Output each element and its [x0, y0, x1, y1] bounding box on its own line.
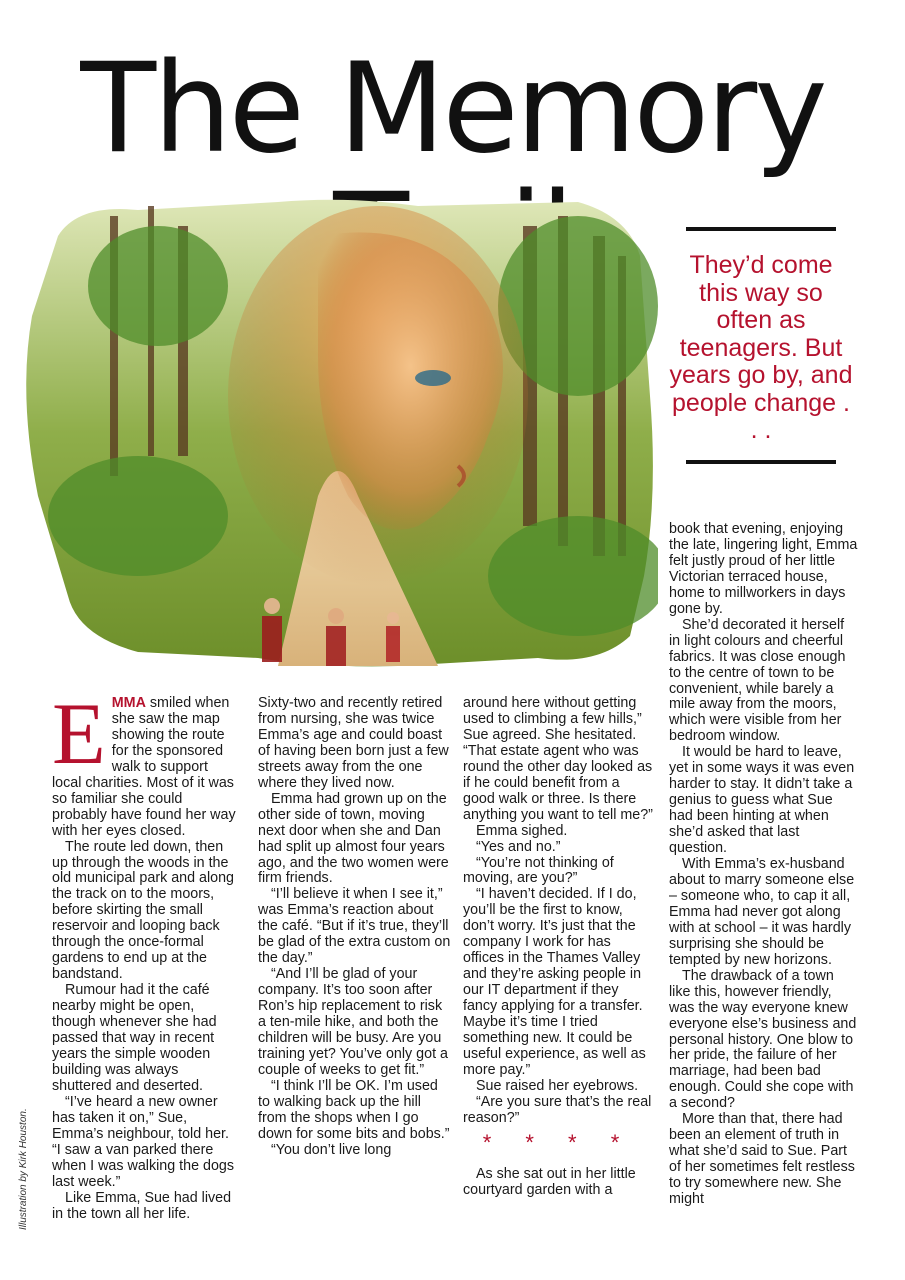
paragraph: “You don’t live long: [271, 1141, 392, 1158]
paragraph: As she sat out in her little courtyard garden with a: [463, 1165, 636, 1198]
lead-word: MMA: [111, 695, 146, 711]
paragraph: “I think I’ll be OK. I’m used to walking back up the hill from the shops when I go down for some bits and bobs.”: [258, 1077, 450, 1142]
paragraph: More than that, there had been an element of truth in what she’d said to Sue. Part of her sometimes felt restless to try somewhere new. She might: [669, 1111, 855, 1208]
pull-quote: They’d come this way so often as teenagers. But years go by, and people change . . .: [669, 251, 853, 444]
section-break-stars: * * * *: [482, 1129, 634, 1155]
paragraph: Rumour had it the café nearby might be open, though whenever she had passed that way in recent years the simple wooden building was always shuttered and deserted.: [52, 982, 217, 1094]
column-3: [463, 696, 653, 1199]
paragraph: She’d decorated it herself in light colours and cheerful fabrics. It was close enough to the centre of town to be convenient, while barely a mile away from the moors, which were visible from her bedroom window.: [669, 616, 846, 745]
article-title: The Memory: [80, 37, 825, 181]
paragraph: “And I’ll be glad of your company. It’s too soon after Ron’s hip replacement to risk a ten-mile hike, and both the children will be busy. Are you training yet? You’ve only got a couple of weeks to get fit.”: [258, 966, 448, 1078]
paragraph: Emma sighed.: [476, 822, 568, 839]
illustration-credit: Illustration by Kirk Houston.: [18, 1108, 29, 1230]
paragraph: smiled when she saw the map showing the route for the sponsored walk to support local charities. Most of it was so familiar she could probably have found her way with her eyes closed.: [52, 695, 236, 839]
top-rule: [686, 227, 836, 231]
paragraph: “You’re not thinking of moving, are you?”: [463, 854, 614, 887]
paragraph: Emma had grown up on the other side of town, moving next door when she and Dan had split up almost four years ago, and the two women were firm friends.: [258, 790, 449, 887]
paragraph: “I’ve heard a new owner has taken it on,” Sue, Emma’s neighbour, told her. “I saw a van parked there when I was walking the dogs last week.”: [52, 1093, 234, 1190]
forest-portrait-illustration: [18, 196, 658, 668]
paragraph: The drawback of a town like this, however friendly, was the way everyone knew everyone else’s business and personal history. One blow to her pride, the failure of her marriage, had been bad enough. Could she cope with a second?: [669, 967, 857, 1112]
opening-paragraph: [52, 686, 238, 840]
paragraph: The route led down, then up through the woods in the old municipal park and along the track on to the moors, before skirting the small reservoir and looping back through the once-formal gardens to end up at the bandstand.: [52, 838, 235, 983]
paragraph: “Are you sure that’s the real reason?”: [463, 1093, 652, 1126]
column-4: [669, 522, 859, 1208]
paragraph: “I’ll believe it when I see it,” was Emma’s reaction about the café. “But if it’s true, they’ll be glad of the extra custom on the day.”: [258, 886, 451, 967]
column-2: [258, 696, 451, 1159]
paragraph: Sixty-two and recently retired from nursing, she was twice Emma’s age and could boast of having been born just a few streets away from the one where they lived now.: [258, 695, 449, 791]
paragraph: It would be hard to leave, yet in some ways it was even harder to stay. It didn’t take a genius to guess what Sue had been hinting at when she’d asked that last question.: [669, 744, 855, 857]
paragraph: “Yes and no.”: [476, 838, 561, 855]
column-1: [52, 686, 238, 1222]
paragraph: book that evening, enjoying the late, lingering light, Emma felt justly proud of her little Victorian terraced house, home to millworkers in days gone by.: [669, 521, 858, 617]
paragraph: around here without getting used to climbing a few hills,” Sue agreed. She hesitated. “That estate agent who was round the other day looked as if he could benefit from a good walk or three. Is there anything you want to tell me?”: [463, 695, 653, 823]
paragraph: Like Emma, Sue had lived in the town all her life.: [52, 1189, 232, 1222]
paragraph: Sue raised her eyebrows.: [476, 1077, 639, 1094]
paragraph: With Emma’s ex-husband about to marry someone else – someone who, to cap it all, Emma had never got along with at school – it was hardly surprising she should be tempted by new horizons.: [669, 856, 855, 968]
paragraph: “I haven’t decided. If I do, you’ll be the first to know, don’t worry. It’s just that the company I work for has offices in the Thames Valley and they’re asking people in our IT department if they fancy applying for a transfer. Maybe it’s time I tried something new. It could be useful experience, as well as more pay.”: [463, 886, 646, 1078]
drop-cap: E: [52, 686, 106, 783]
bottom-rule: [686, 460, 836, 464]
